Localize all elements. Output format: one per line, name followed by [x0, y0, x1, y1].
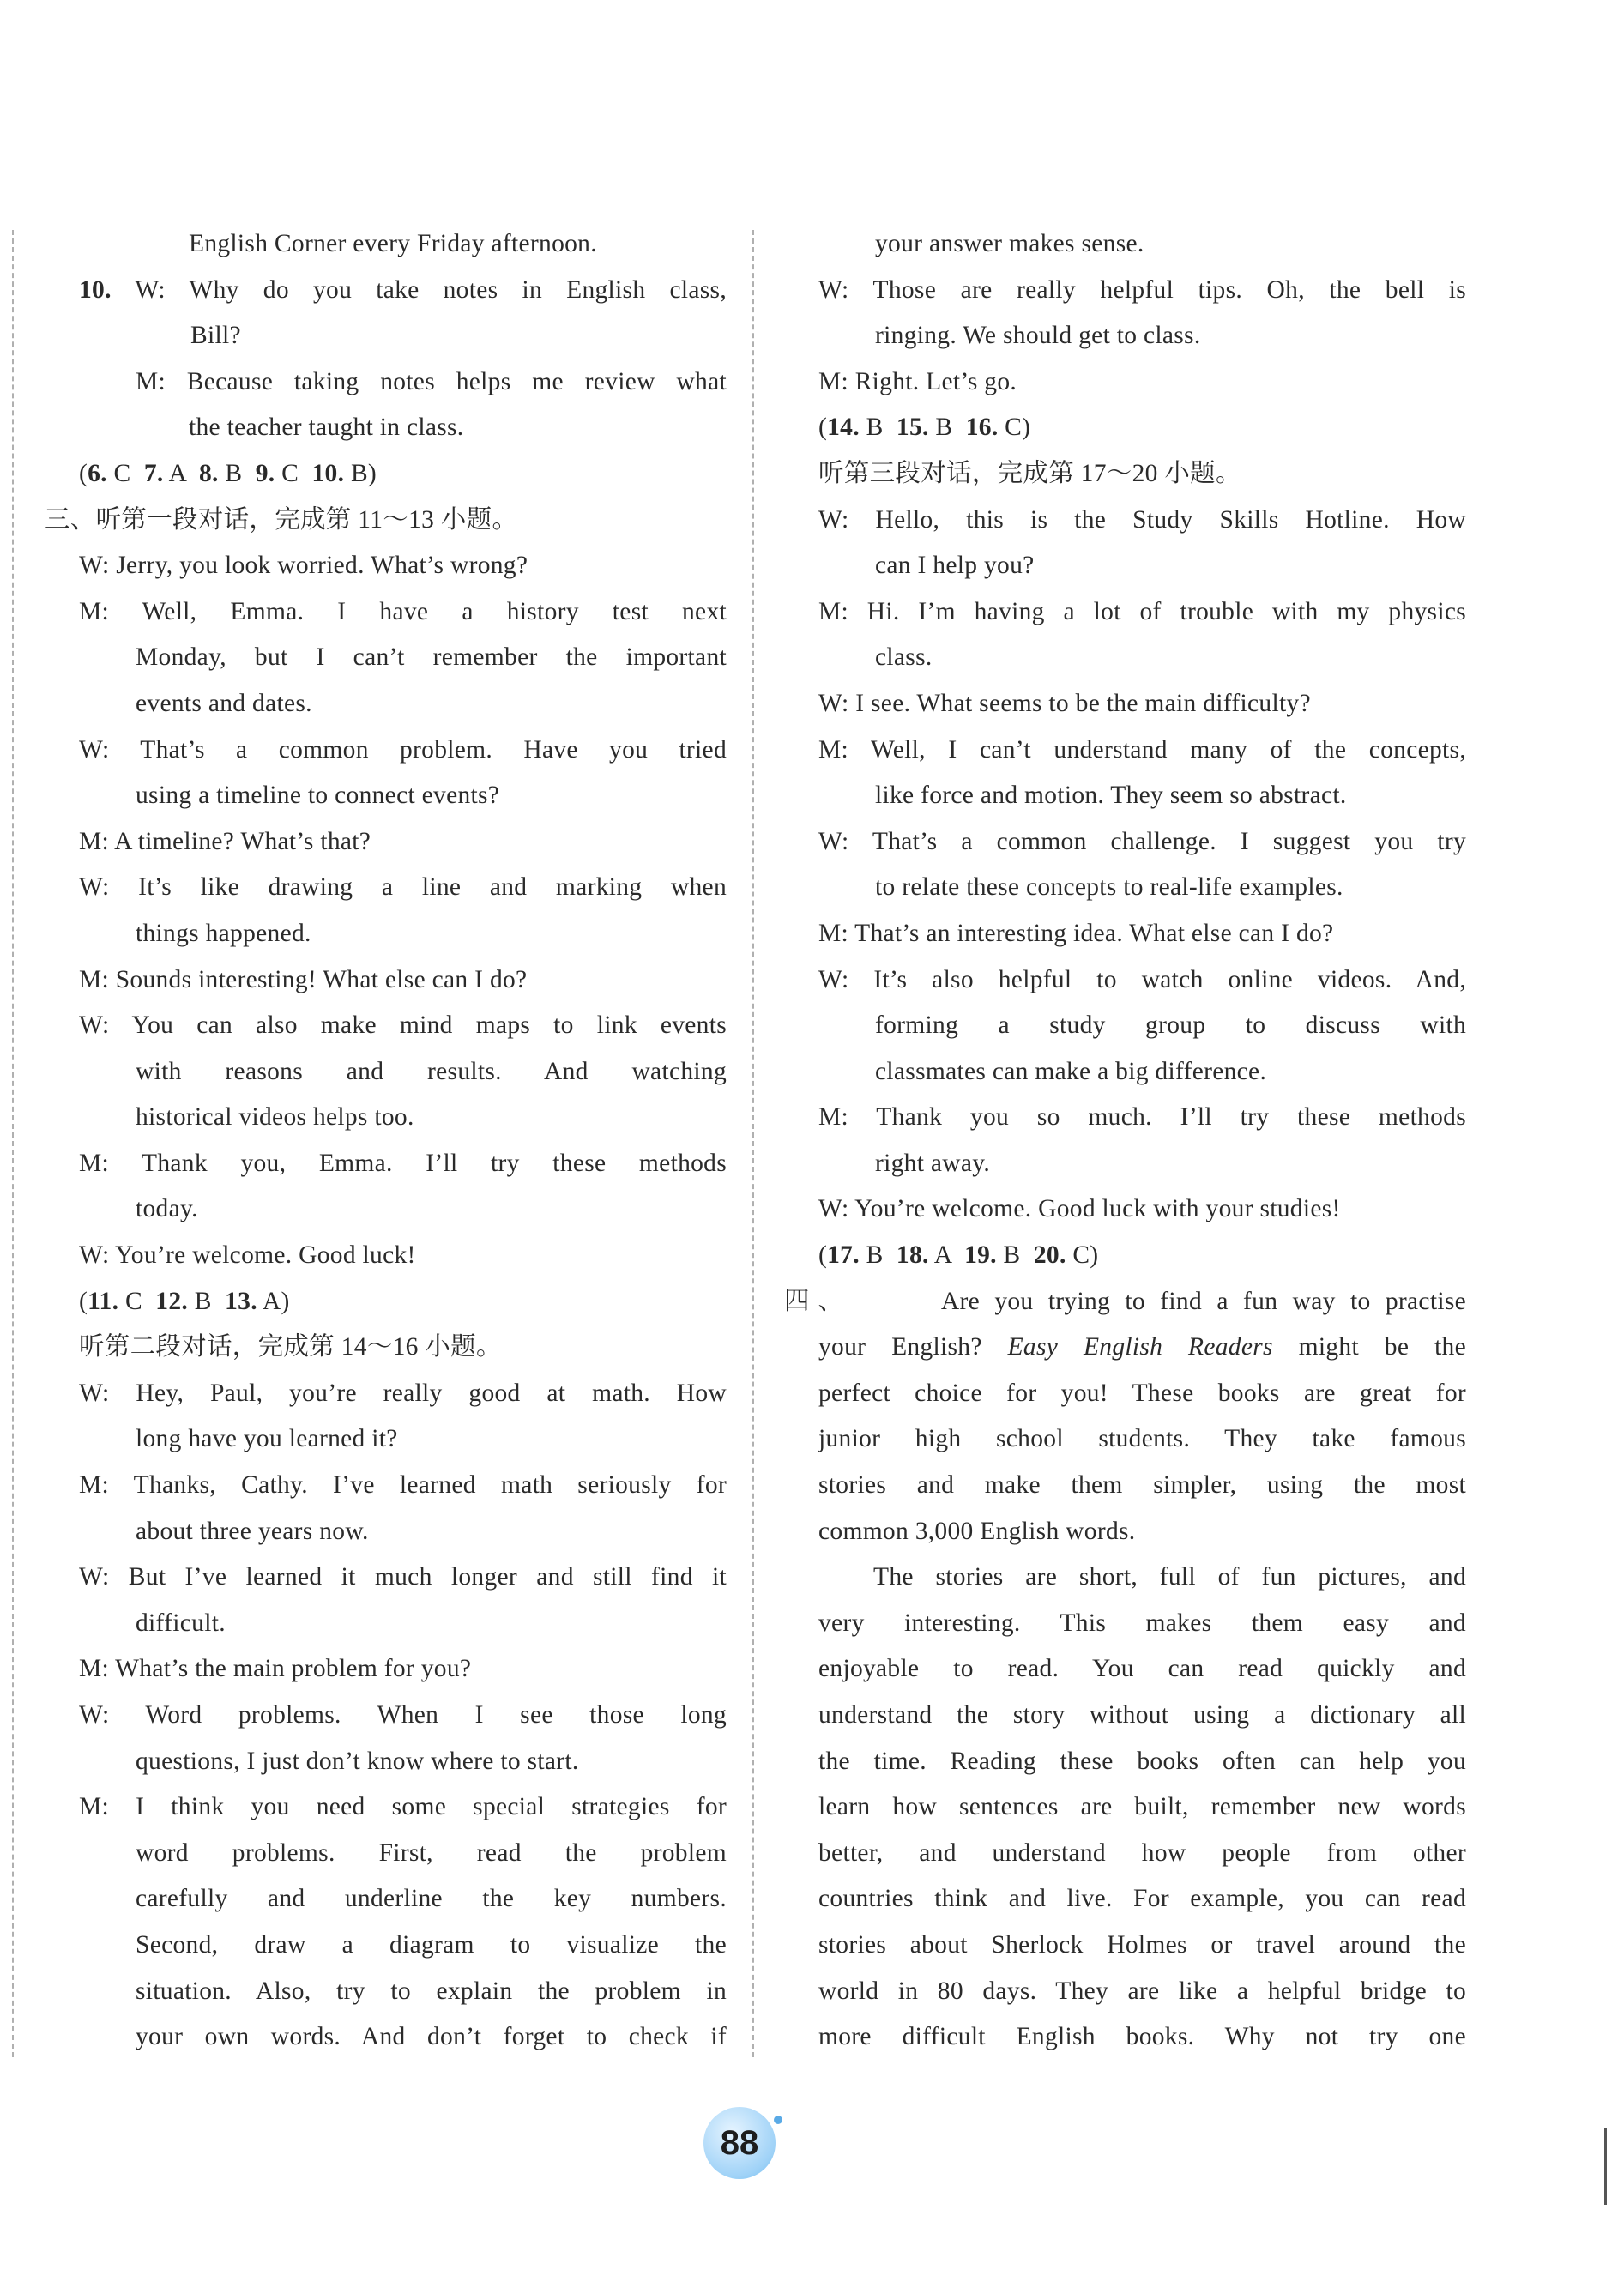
- left-column-line: W: Word problems. When I see those long: [79, 1701, 727, 1729]
- left-column-line: events and dates.: [136, 689, 312, 717]
- text-run: C): [1066, 1241, 1099, 1270]
- text-run: 10.: [79, 275, 112, 304]
- left-column-line: 三、听第一段对话，完成第 11～13 小题。: [45, 505, 518, 534]
- left-column-line: [79, 451, 727, 498]
- right-column-line: stories and make them simpler, using the most: [818, 1471, 1466, 1500]
- right-column-line: common 3,000 English words.: [818, 1517, 1136, 1545]
- text-run: (: [818, 1241, 828, 1270]
- right-column-line: W: Hello, this is the Study Skills Hotline. How: [818, 505, 1466, 534]
- left-column-line: Monday, but I can’t remember the important: [136, 643, 727, 672]
- text-run: 20.: [1033, 1241, 1066, 1270]
- text-run: 14.: [827, 414, 860, 442]
- right-column-line: W: It’s also helpful to watch online videos. And,: [818, 965, 1466, 993]
- right-column-line: learn how sentences are built, remember new words: [818, 1793, 1466, 1821]
- left-column-line: Second, draw a diagram to visualize the: [136, 1930, 727, 1959]
- left-column-line: questions, I just don’t know where to start.: [136, 1747, 579, 1775]
- right-column-line: class.: [875, 643, 933, 672]
- text-run: C: [118, 1287, 156, 1315]
- left-column-line: Bill?: [190, 322, 241, 350]
- text-run: 6.: [88, 459, 107, 487]
- left-column: [45, 221, 727, 2061]
- text-run: B: [859, 414, 897, 442]
- text-run: B: [188, 1287, 226, 1315]
- text-run: C: [275, 459, 312, 487]
- left-column-line: M: Thanks, Cathy. I’ve learned math seriously for: [79, 1471, 727, 1500]
- left-column-line: M: Sounds interesting! What else can I do?: [79, 965, 528, 993]
- right-column-line: M: That’s an interesting idea. What else can I do?: [818, 919, 1334, 947]
- left-column-line: W: That’s a common problem. Have you tried: [79, 735, 727, 764]
- left-column-line: M: Thank you, Emma. I’ll try these methods: [79, 1149, 727, 1177]
- left-column-line: things happened.: [136, 919, 311, 947]
- right-column-line: your answer makes sense.: [875, 230, 1144, 257]
- left-column-line: the teacher taught in class.: [189, 414, 464, 442]
- left-column-line: W: It’s like drawing a line and marking when: [79, 873, 727, 902]
- text-run: might be the: [1272, 1333, 1466, 1361]
- right-column-line: [818, 405, 1466, 451]
- right-column-line: ringing. We should get to class.: [875, 322, 1201, 350]
- left-column-line: carefully and underline the key numbers.: [136, 1885, 727, 1913]
- right-column-line: understand the story without using a dictionary all: [818, 1701, 1466, 1729]
- text-run: 四、 Are you trying to find a fun way to practise: [784, 1287, 1466, 1315]
- page-number: 88: [703, 2107, 776, 2179]
- right-column-line: like force and motion. They seem so abstract.: [875, 782, 1347, 810]
- left-column-line: [79, 1279, 727, 1325]
- right-column-line: M: Well, I can’t understand many of the concepts,: [818, 735, 1466, 764]
- right-column-line: forming a study group to discuss with: [875, 1011, 1466, 1040]
- right-column-line: the time. Reading these books often can help you: [818, 1747, 1466, 1775]
- text-run: B: [928, 414, 966, 442]
- left-column-line: W: Hey, Paul, you’re really good at math. How: [79, 1379, 727, 1407]
- text-run: 12.: [155, 1287, 189, 1315]
- right-column-line: The stories are short, full of fun pictures, and: [873, 1563, 1466, 1591]
- text-run: C): [998, 414, 1031, 442]
- right-column-line: can I help you?: [875, 552, 1035, 580]
- left-column-line: English Corner every Friday afternoon.: [189, 230, 597, 257]
- right-column-line: right away.: [875, 1149, 991, 1177]
- text-run: A): [257, 1287, 290, 1315]
- left-column-line: using a timeline to connect events?: [136, 782, 500, 810]
- text-run: your English?: [818, 1333, 1008, 1361]
- right-column: [784, 221, 1466, 2061]
- right-column-line: very interesting. This makes them easy and: [818, 1609, 1466, 1637]
- text-run: 8.: [198, 459, 219, 487]
- text-run: 17.: [827, 1241, 860, 1270]
- text-run: B: [859, 1241, 897, 1270]
- text-run: Easy English Readers: [1007, 1333, 1273, 1361]
- text-run: 19.: [964, 1241, 997, 1270]
- left-column-line: W: You can also make mind maps to link events: [79, 1011, 727, 1040]
- left-column-line: M: Because taking notes helps me review what: [136, 367, 727, 395]
- page-number-dot: [774, 2116, 782, 2124]
- right-column-line: W: Those are really helpful tips. Oh, the bell is: [818, 275, 1466, 304]
- left-column-line: [79, 268, 727, 314]
- left-column-line: historical videos helps too.: [136, 1103, 414, 1132]
- text-run: 15.: [896, 414, 929, 442]
- text-run: (: [79, 459, 88, 487]
- right-column-line: perfect choice for you! These books are great for: [818, 1379, 1466, 1407]
- right-column-line: classmates can make a big difference.: [875, 1057, 1267, 1085]
- text-run: 10.: [311, 459, 345, 487]
- left-column-line: about three years now.: [136, 1517, 369, 1545]
- right-column-line: better, and understand how people from other: [818, 1838, 1466, 1867]
- text-run: (: [818, 414, 828, 442]
- left-column-line: W: But I’ve learned it much longer and still find it: [79, 1563, 727, 1591]
- text-run: A: [163, 459, 199, 487]
- left-column-line: M: I think you need some special strategies for: [79, 1793, 727, 1821]
- right-column-line: W: You’re welcome. Good luck with your studies!: [818, 1195, 1341, 1223]
- edge-mark: [1604, 2128, 1607, 2205]
- right-column-line: W: That’s a common challenge. I suggest you try: [818, 827, 1466, 855]
- left-column-line: M: A timeline? What’s that?: [79, 827, 371, 855]
- left-column-line: M: What’s the main problem for you?: [79, 1655, 472, 1683]
- text-run: B): [344, 459, 377, 487]
- left-column-line: with reasons and results. And watching: [136, 1057, 727, 1085]
- text-run: B: [996, 1241, 1034, 1270]
- right-column-line: M: Right. Let’s go.: [818, 367, 1017, 395]
- left-column-line: situation. Also, try to explain the problem in: [136, 1977, 727, 2005]
- right-column-line: junior high school students. They take famous: [818, 1425, 1466, 1453]
- text-run: 18.: [896, 1241, 929, 1270]
- right-column-line: W: I see. What seems to be the main difficulty?: [818, 689, 1311, 717]
- right-column-line: enjoyable to read. You can read quickly and: [818, 1655, 1466, 1683]
- text-run: B: [218, 459, 256, 487]
- text-run: 13.: [225, 1287, 257, 1315]
- right-column-line: world in 80 days. They are like a helpful bridge to: [818, 1977, 1466, 2005]
- text-run: C: [106, 459, 144, 487]
- column-divider: [752, 230, 754, 2057]
- left-column-line: 听第二段对话，完成第 14～16 小题。: [79, 1333, 502, 1361]
- left-column-line: W: Jerry, you look worried. What’s wrong?: [79, 552, 528, 580]
- left-column-line: W: You’re welcome. Good luck!: [79, 1241, 416, 1270]
- right-column-line: [818, 1325, 1466, 1371]
- right-column-line: [818, 1233, 1466, 1279]
- text-run: 9.: [255, 459, 275, 487]
- text-run: 7.: [143, 459, 164, 487]
- left-column-line: M: Well, Emma. I have a history test next: [79, 597, 727, 625]
- text-run: 11.: [88, 1287, 119, 1315]
- text-run: (: [79, 1287, 88, 1315]
- right-column-line: M: Hi. I’m having a lot of trouble with my physics: [818, 597, 1466, 625]
- left-column-line: your own words. And don’t forget to check if: [136, 2023, 727, 2051]
- left-column-line: long have you learned it?: [136, 1425, 398, 1453]
- left-column-line: difficult.: [136, 1609, 226, 1637]
- right-column-line: 听第三段对话，完成第 17～20 小题。: [818, 459, 1241, 487]
- text-run: 16.: [965, 414, 999, 442]
- right-column-line: to relate these concepts to real-life examples.: [875, 873, 1343, 902]
- right-column-line: countries think and live. For example, you can read: [818, 1885, 1466, 1913]
- left-column-line: today.: [136, 1195, 198, 1223]
- left-margin-rule: [12, 230, 14, 2057]
- right-column-line: stories about Sherlock Holmes or travel around the: [818, 1930, 1466, 1959]
- right-column-line: more difficult English books. Why not try one: [818, 2023, 1466, 2051]
- left-column-line: word problems. First, read the problem: [136, 1838, 727, 1867]
- text-run: W: Why do you take notes in English class,: [111, 275, 727, 304]
- right-column-line: M: Thank you so much. I’ll try these methods: [818, 1103, 1466, 1132]
- right-column-line: [784, 1279, 1466, 1325]
- text-run: A: [928, 1241, 965, 1270]
